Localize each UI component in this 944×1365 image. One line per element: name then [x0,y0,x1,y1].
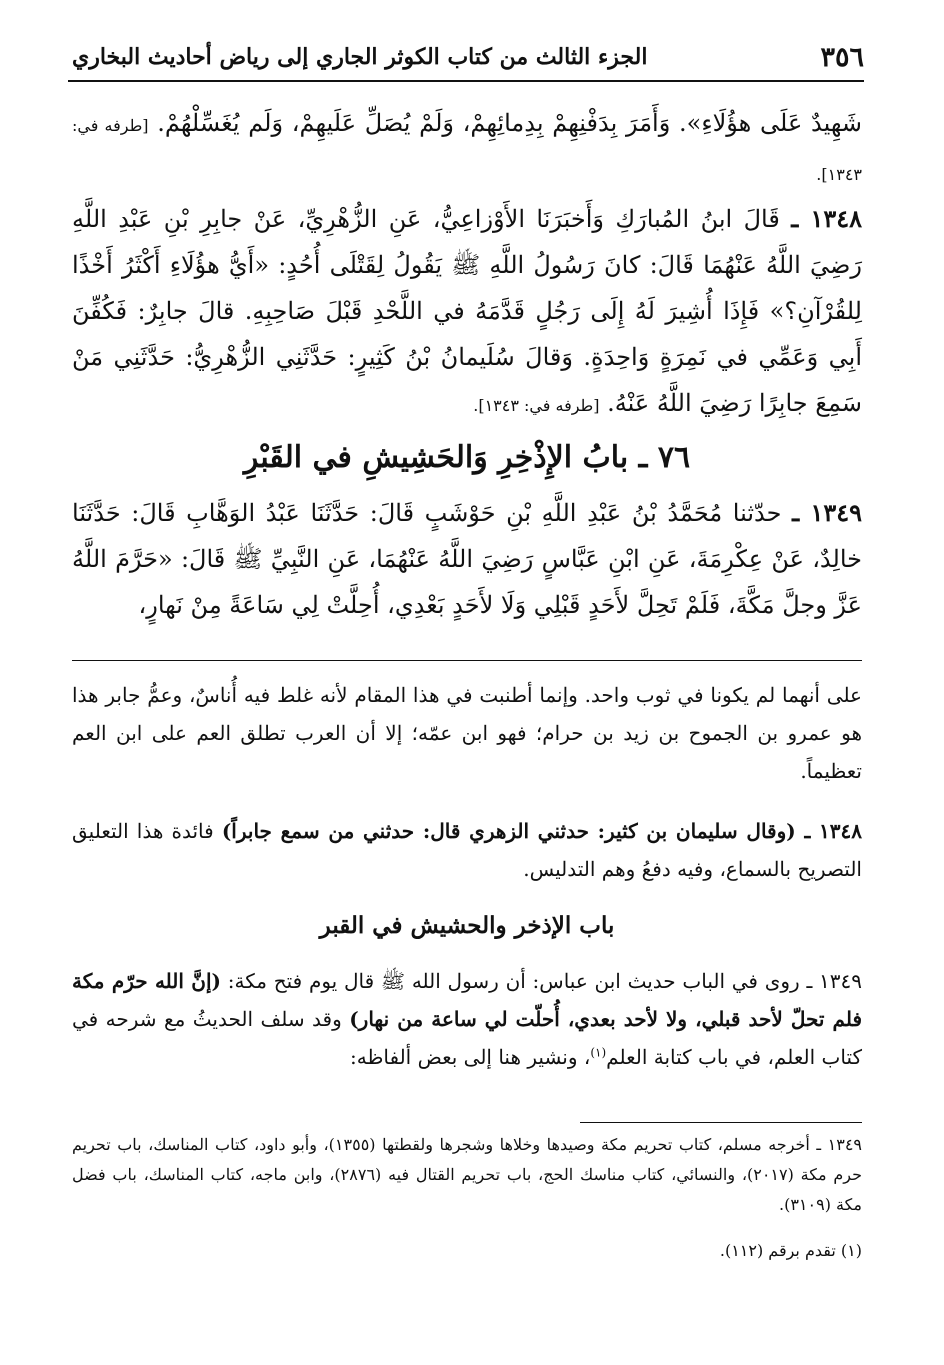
page-number: ٣٥٦ [820,42,864,73]
commentary-divider [72,660,862,661]
header-rule [68,80,864,82]
footnote-text: تقدم برقم (١١٢). [719,1241,836,1260]
footnote-1349 [72,1130,862,1220]
running-title: الجزء الثالث من كتاب الكوثر الجاري إلى رياض أحاديث البخاري [72,44,648,70]
cross-reference: [طرفه في: ١٣٤٣]. [72,116,862,184]
hadith-1348 [72,196,862,429]
commentary-text: فائدة هذا التعليق التصريح بالسماع، وفيه دفعُ وهم التدليس. [72,819,862,881]
footnote-marker: (١) [590,1045,607,1060]
commentary-quote: (إنَّ الله حرّم مكة فلم تحلّ لأحد قبلي، ولا لأحد بعدي، أُحلّت لي ساعة من نهار) [72,969,863,1031]
commentary-text: ١٣٤٩ ـ روى في الباب حديث ابن عباس: أن رسول الله ﷺ قال يوم فتح مكة: [227,969,863,993]
commentary-paragraph [72,812,862,888]
footnote-divider [580,1122,862,1123]
commentary-paragraph [72,676,862,790]
commentary-subheading: باب الإذخر والحشيش في القبر [319,912,615,939]
commentary-lemma: ١٣٤٨ ـ (وقال سليمان بن كثير: حدثني الزهري قال: حدثني من سمع جابراً) [221,819,863,843]
commentary-paragraph [72,962,862,1076]
running-header [68,40,864,82]
hadith-number: ١٣٤٨ ـ [791,204,863,233]
footnote-number: (١) [840,1241,862,1260]
commentary-text: على أنهما لم يكونا في ثوب واحد. وإنما أطنبت في هذا المقام لأنه غلط فيه أُناسٌ، وعمُّ جابر هذا هو عمرو بن الجموح بن زيد بن حرام؛ فهو ابن عمّه؛ إلا أن العرب تطلق العم على ابن العم تعظيماً. [72,683,862,783]
hadith-text: قَالَ ابنُ المُبارَكِ وَأَخبَرَنَا الأَوْزاعِيُّ، عَنِ الزُّهْرِيِّ، عَنْ جابِرِ بْنِ عَبْدِ اللَّهِ رَضِيَ اللَّهُ عَنْهُمَا قَالَ: كانَ رَسُولُ اللَّهِ ﷺ يَقُولُ لِقَتْلَى أُحُدٍ: «أَيُّ هؤُلَاءِ أَكْثَرُ أَخْذًا لِلقُرْآنِ؟» فَإِذَا أُشِيرَ لَهُ إِلَى رَجُلٍ قَدَّمَهُ في اللَّحْدِ قَبْلَ صَاحِبِهِ. قالَ جابِرٌ: فَكُفِّنَ أَبِي وَعَمِّي في نَمِرَةٍ وَاحِدَةٍ. وَقالَ سُلَيمانُ بْنُ كَثِيرٍ: حَدَّثَنِي الزُّهْرِيُّ: حَدَّثَنِي مَنْ سَمِعَ جابِرًا رَضِيَ اللَّهُ عَنْهُ. [72,205,862,417]
hadith-1349 [72,490,862,628]
hadith-continuation-text: شَهِيدٌ عَلَى هؤُلَاءِ». وَأَمَرَ بِدَفْنِهِمْ بِدِمائِهِمْ، وَلَمْ يُصَلِّ عَلَيهِمْ، وَلَم يُغَسِّلْهُمْ. [157,109,862,137]
hadith-text: حدّثنا مُحَمَّدُ بْنُ عَبْدِ اللَّهِ بْنِ حَوْشَبٍ قَالَ: حَدَّثَنَا عَبْدُ الوَهَّابِ قَالَ: حَدَّثَنَا خالِدٌ، عَنْ عِكْرِمَةَ، عَنِ ابْنِ عَبَّاسٍ رَضِيَ اللَّهُ عَنْهُمَا، عَنِ النَّبِيِّ ﷺ قَالَ: «حَرَّمَ اللَّهُ عَزَّ وجلَّ مَكَّةَ، فَلَمْ تَحِلَّ لأَحَدٍ قَبْلِي وَلَا لأَحَدٍ بَعْدِي، أُحِلَّتْ لِي سَاعَةً مِنْ نَهارٍ، [72,499,862,619]
footnote-1 [72,1236,862,1266]
footnote-text: ١٣٤٩ ـ أخرجه مسلم، كتاب تحريم مكة وصيدها وخلاها وشجرها ولقطتها (١٣٥٥)، وأبو داود، كتاب المناسك، باب تحريم حرم مكة (٢٠١٧)، والنسائي، كتاب مناسك الحج، باب تحريم القتال فيه (٢٨٧٦)، وابن ماجه، كتاب المناسك، باب فضل مكة (٣١٠٩). [72,1135,862,1214]
hadith-continuation [72,100,862,198]
commentary-text: ، ونشير هنا إلى بعض ألفاظه: [349,1045,591,1069]
hadith-number: ١٣٤٩ ـ [792,498,862,527]
cross-reference: [طرفه في: ١٣٤٣]. [473,396,600,415]
chapter-heading: ٧٦ ـ بابُ الإِذْخِرِ وَالحَشِيشِ في القَبْرِ [243,440,691,475]
commentary-text: وقد سلف الحديثُ مع شرحه في كتاب العلم، في باب كتابة العلم [72,1007,862,1069]
